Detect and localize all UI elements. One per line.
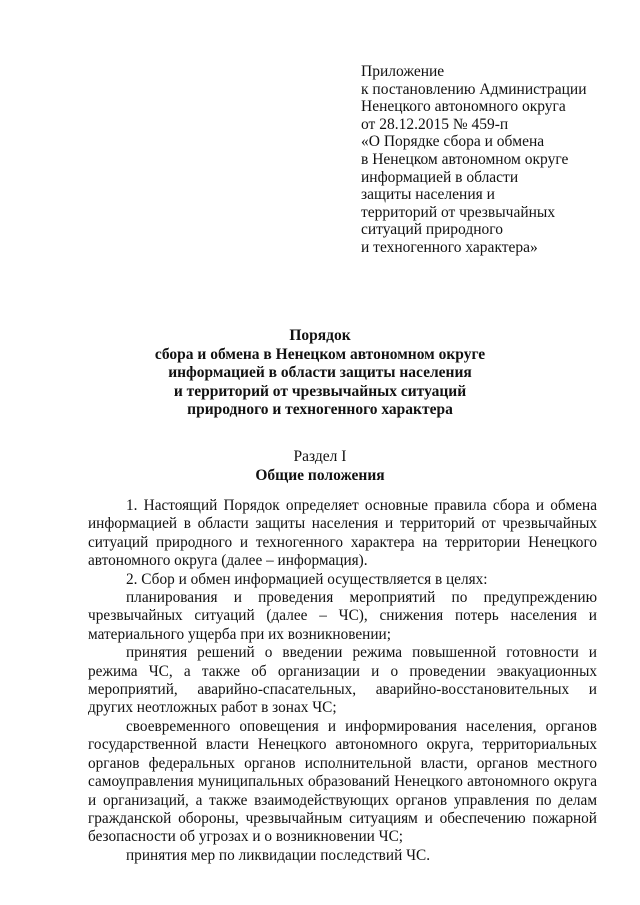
paragraph: принятия мер по ликвидации последствий ЧС. [126, 846, 431, 864]
appendix-block [361, 63, 611, 257]
appendix-line: Приложение [361, 63, 445, 80]
title-line: Порядок [289, 327, 351, 344]
appendix-line: ситуаций природного [361, 221, 503, 239]
paragraph: принятия решений о введении режима повышенной готовности и режима ЧС, а также об организации и о проведении эвакуационных мероприятий, аварийно-спасательных, аварийно-восстановительных и других неотложных работ в зонах ЧС; [88, 644, 597, 717]
section-number: Раздел I [293, 448, 347, 465]
appendix-line: территорий от чрезвычайных [361, 203, 556, 221]
title-line: информацией в области защиты населения [168, 364, 472, 382]
paragraph: своевременного оповещения и информирования населения, органов государственной власти Ненецкого автономного округа, территориальных органов федеральных органов исполнительной власти, органов местного самоуправления муниципальных образований Ненецкого автономного округа и организаций, а также взаимодействующих органов управления по делам гражданской обороны, чрезвычайным ситуациям и обеспечению пожарной безопасности об угрозах и о возникновении ЧС; [88, 717, 597, 846]
title-line: природного и техногенного характера [187, 401, 453, 419]
section-heading: Общие положения [255, 467, 385, 484]
section-header [0, 447, 640, 485]
document-title [0, 327, 640, 420]
paragraph: планирования и проведения мероприятий по предупреждению чрезвычайных ситуаций (далее – ЧС), снижения потерь населения и материального ущерба при их возникновении; [88, 589, 597, 643]
appendix-line: к постановлению Администрации [361, 80, 587, 98]
appendix-line: от 28.12.2015 № 459-п [361, 115, 509, 133]
appendix-line: Ненецкого автономного округа [361, 98, 566, 116]
appendix-line: в Ненецком автономном округе [361, 150, 569, 168]
appendix-line: защиты населения и [361, 186, 495, 204]
appendix-line: «О Порядке сбора и обмена [361, 133, 545, 151]
title-line: и территорий от чрезвычайных ситуаций [173, 382, 467, 400]
appendix-line: информацией в области [361, 168, 519, 186]
title-line: сбора и обмена в Ненецком автономном округе [154, 345, 486, 363]
paragraph: 1. Настоящий Порядок определяет основные правила сбора и обмена информацией в области защиты населения и территорий от чрезвычайных ситуаций природного и техногенного характера на территории Ненецкого автономного округа (далее – информация). [88, 497, 597, 570]
appendix-line: и техногенного характера» [361, 238, 538, 256]
paragraph: 2. Сбор и обмен информацией осуществляется в целях: [126, 570, 488, 588]
document-body [88, 497, 597, 865]
